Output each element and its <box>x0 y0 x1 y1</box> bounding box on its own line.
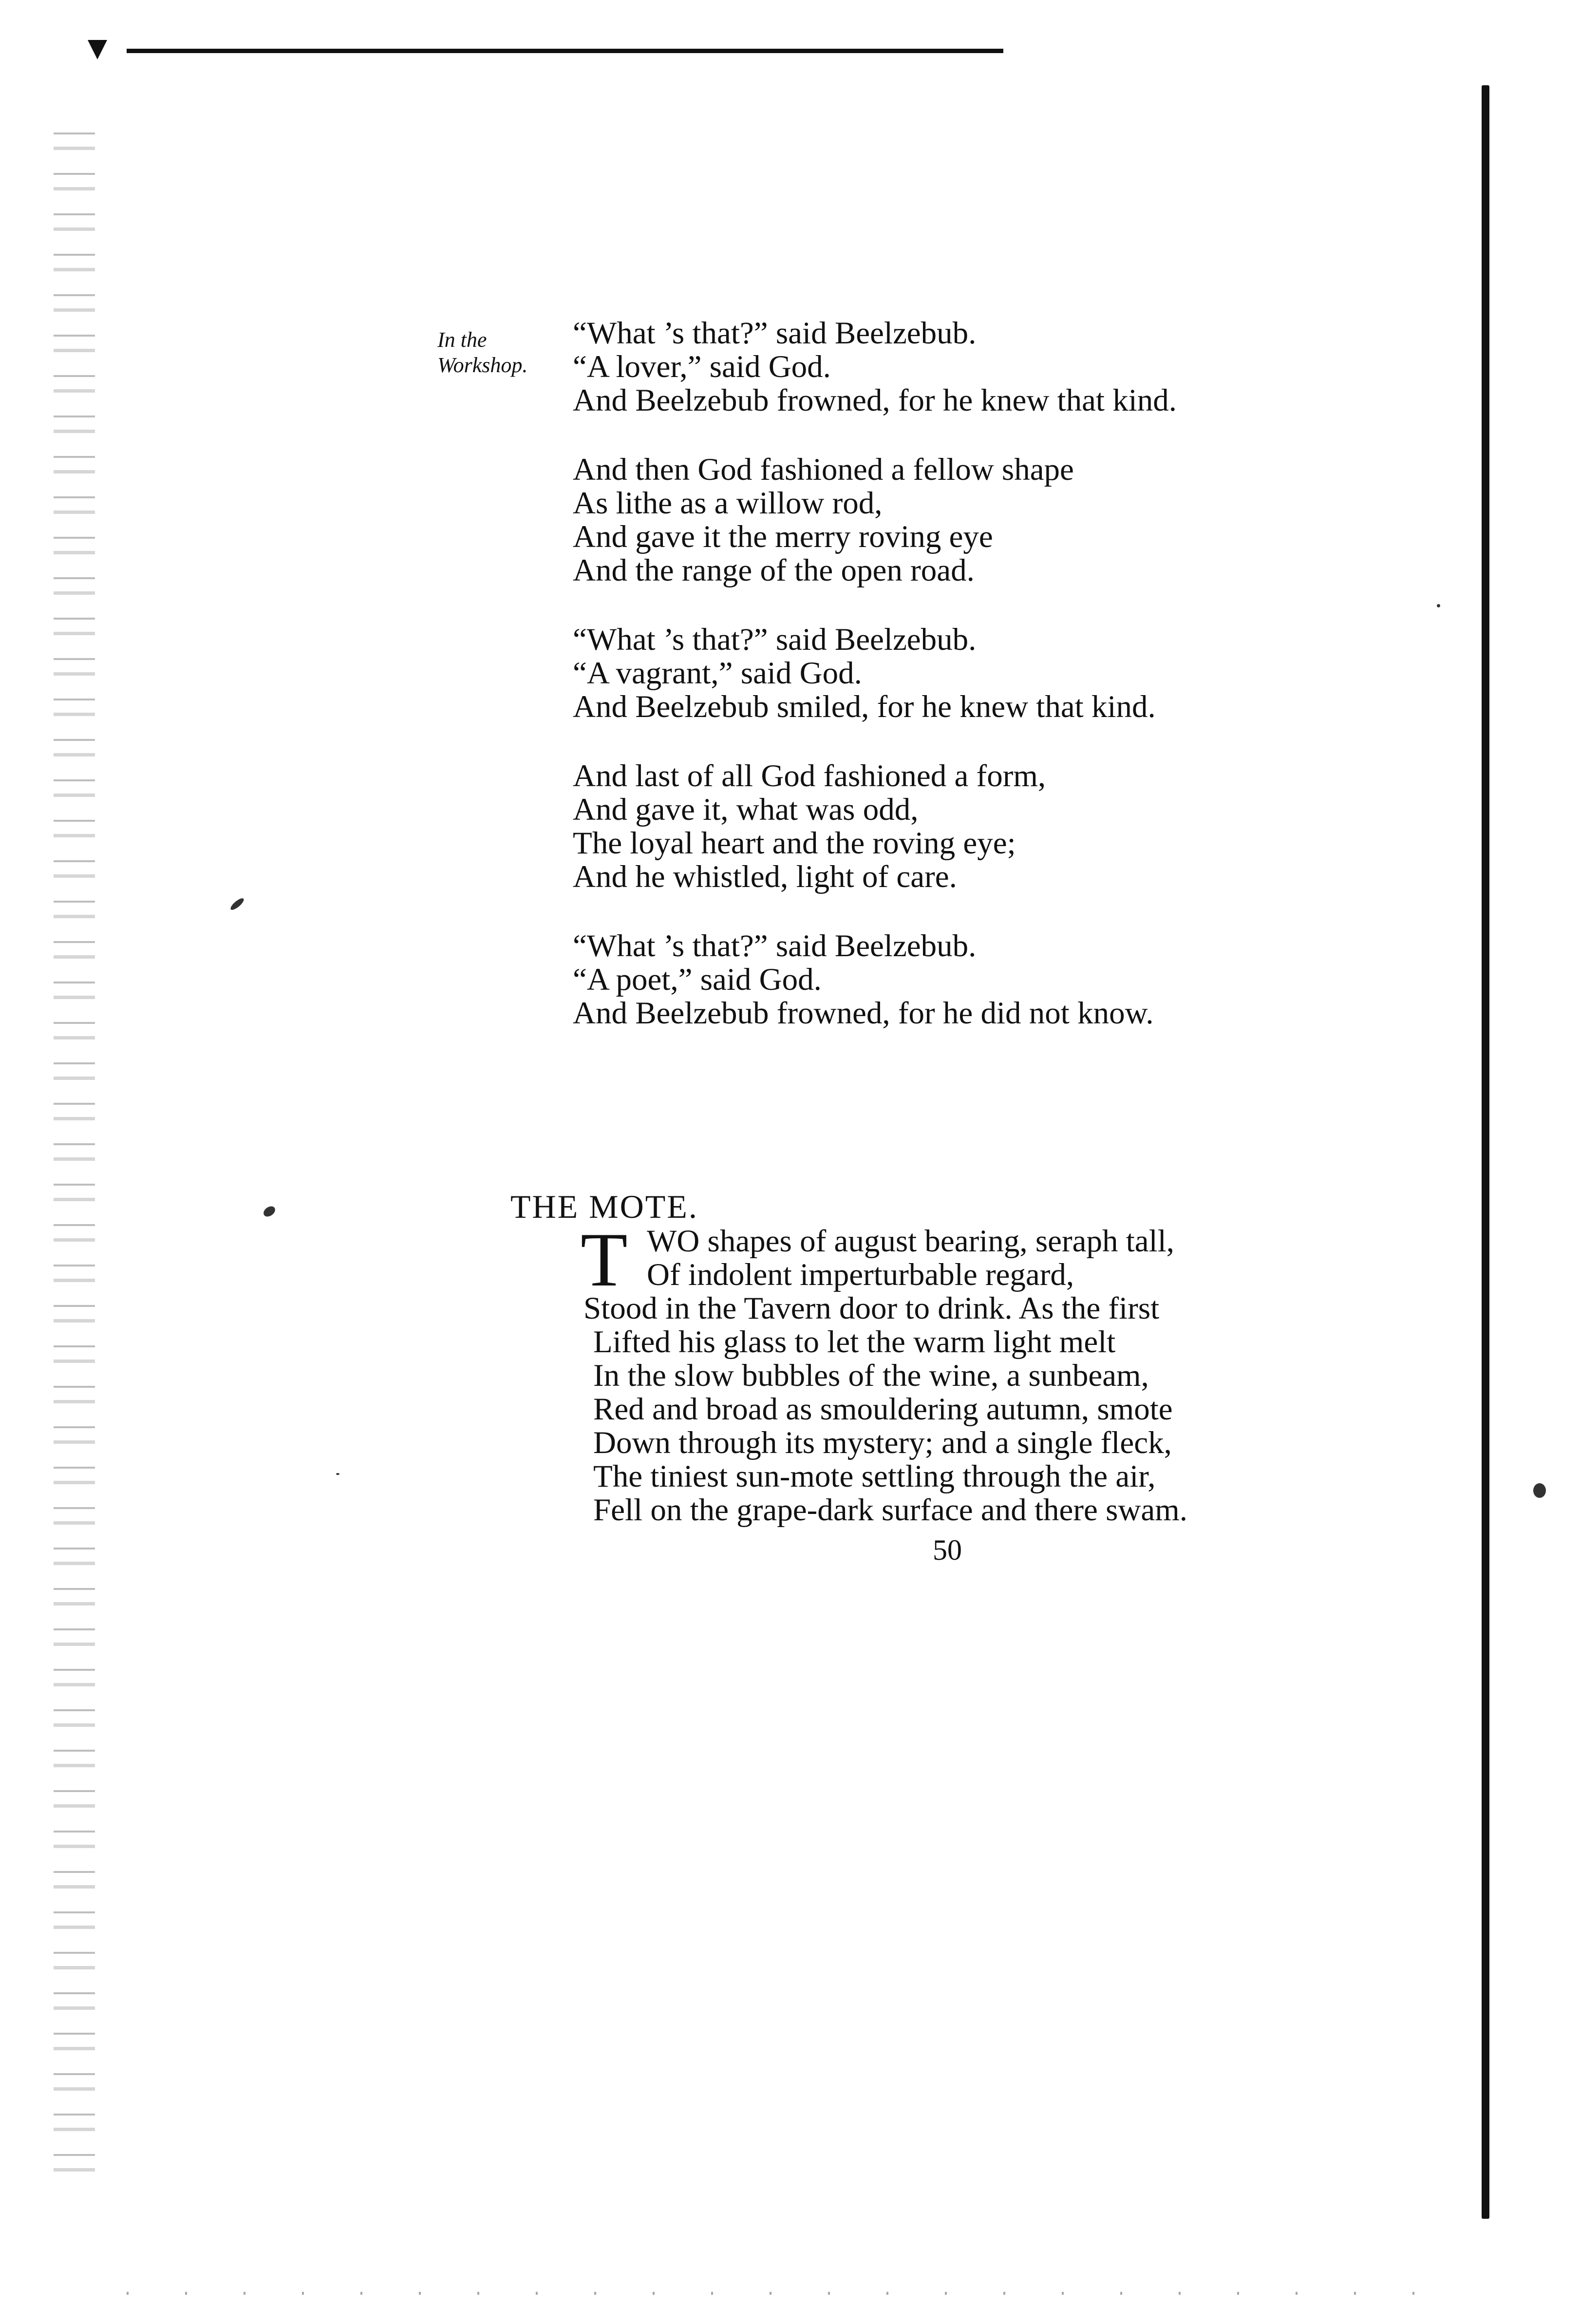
right-margin-rule <box>1482 85 1489 2219</box>
sidenote-line: Workshop. <box>437 353 528 377</box>
poem-line: And gave it, what was odd, <box>573 792 919 827</box>
bottom-edge-noise <box>107 2292 1471 2295</box>
poem-line: And Beelzebub frowned, for he knew that kind. <box>573 383 1177 418</box>
poem-line: And Beelzebub frowned, for he did not know. <box>573 996 1154 1031</box>
poem-line: “What ’s that?” said Beelzebub. <box>573 316 977 351</box>
ink-speck <box>229 896 245 911</box>
ink-speck <box>1533 1483 1546 1498</box>
poem-line: The loyal heart and the roving eye; <box>573 826 1016 861</box>
poem-line: And the range of the open road. <box>573 553 975 588</box>
stanza <box>573 759 1177 894</box>
poem-line: WO shapes of august bearing, seraph tall, <box>647 1224 1175 1259</box>
poem-line: “A lover,” said God. <box>573 349 831 384</box>
stanza <box>573 929 1177 1030</box>
poem-line: In the slow bubbles of the wine, a sunbeam, <box>593 1358 1149 1393</box>
poem-line: Stood in the Tavern door to drink. As the first <box>583 1291 1160 1326</box>
stanza <box>573 453 1177 587</box>
page-number: 50 <box>933 1534 962 1566</box>
stanza <box>573 623 1177 724</box>
poem-line: “A poet,” said God. <box>573 962 822 997</box>
poem-line: Lifted his glass to let the warm light melt <box>593 1324 1116 1360</box>
poem-line: Of indolent imperturbable regard, <box>647 1257 1074 1292</box>
poem-line: Red and broad as smouldering autumn, smote <box>593 1392 1173 1427</box>
poem-line: Fell on the grape-dark surface and there swam. <box>593 1493 1188 1528</box>
top-rule <box>127 49 1003 53</box>
poem-line: And then God fashioned a fellow shape <box>573 452 1074 487</box>
ink-speck <box>262 1204 277 1219</box>
poem-line: As lithe as a willow rod, <box>573 486 883 521</box>
poem-line: And Beelzebub smiled, for he knew that kind. <box>573 689 1156 724</box>
drop-cap: T <box>581 1217 628 1303</box>
stanza <box>573 317 1177 417</box>
poem-line: “What ’s that?” said Beelzebub. <box>573 622 977 657</box>
ink-speck <box>336 1473 339 1475</box>
poem-line: Down through its mystery; and a single fleck, <box>593 1425 1172 1460</box>
poem-line: “What ’s that?” said Beelzebub. <box>573 928 977 964</box>
poem-line: The tiniest sun-mote settling through the air, <box>593 1459 1156 1494</box>
left-gutter-binding <box>54 122 95 2192</box>
ink-speck <box>1437 604 1440 607</box>
poem-the-mote <box>581 1217 1188 1528</box>
sidenote-line: In the <box>437 328 487 352</box>
margin-sidenote <box>437 327 579 378</box>
poem-line: “A vagrant,” said God. <box>573 656 862 691</box>
poem-in-the-workshop <box>573 317 1177 1066</box>
poem-line: And gave it the merry roving eye <box>573 519 993 554</box>
section-title: THE MOTE. <box>510 1188 698 1225</box>
top-rule-mark <box>88 40 107 59</box>
poem-line: And last of all God fashioned a form, <box>573 758 1046 794</box>
poem-line: And he whistled, light of care. <box>573 859 957 894</box>
